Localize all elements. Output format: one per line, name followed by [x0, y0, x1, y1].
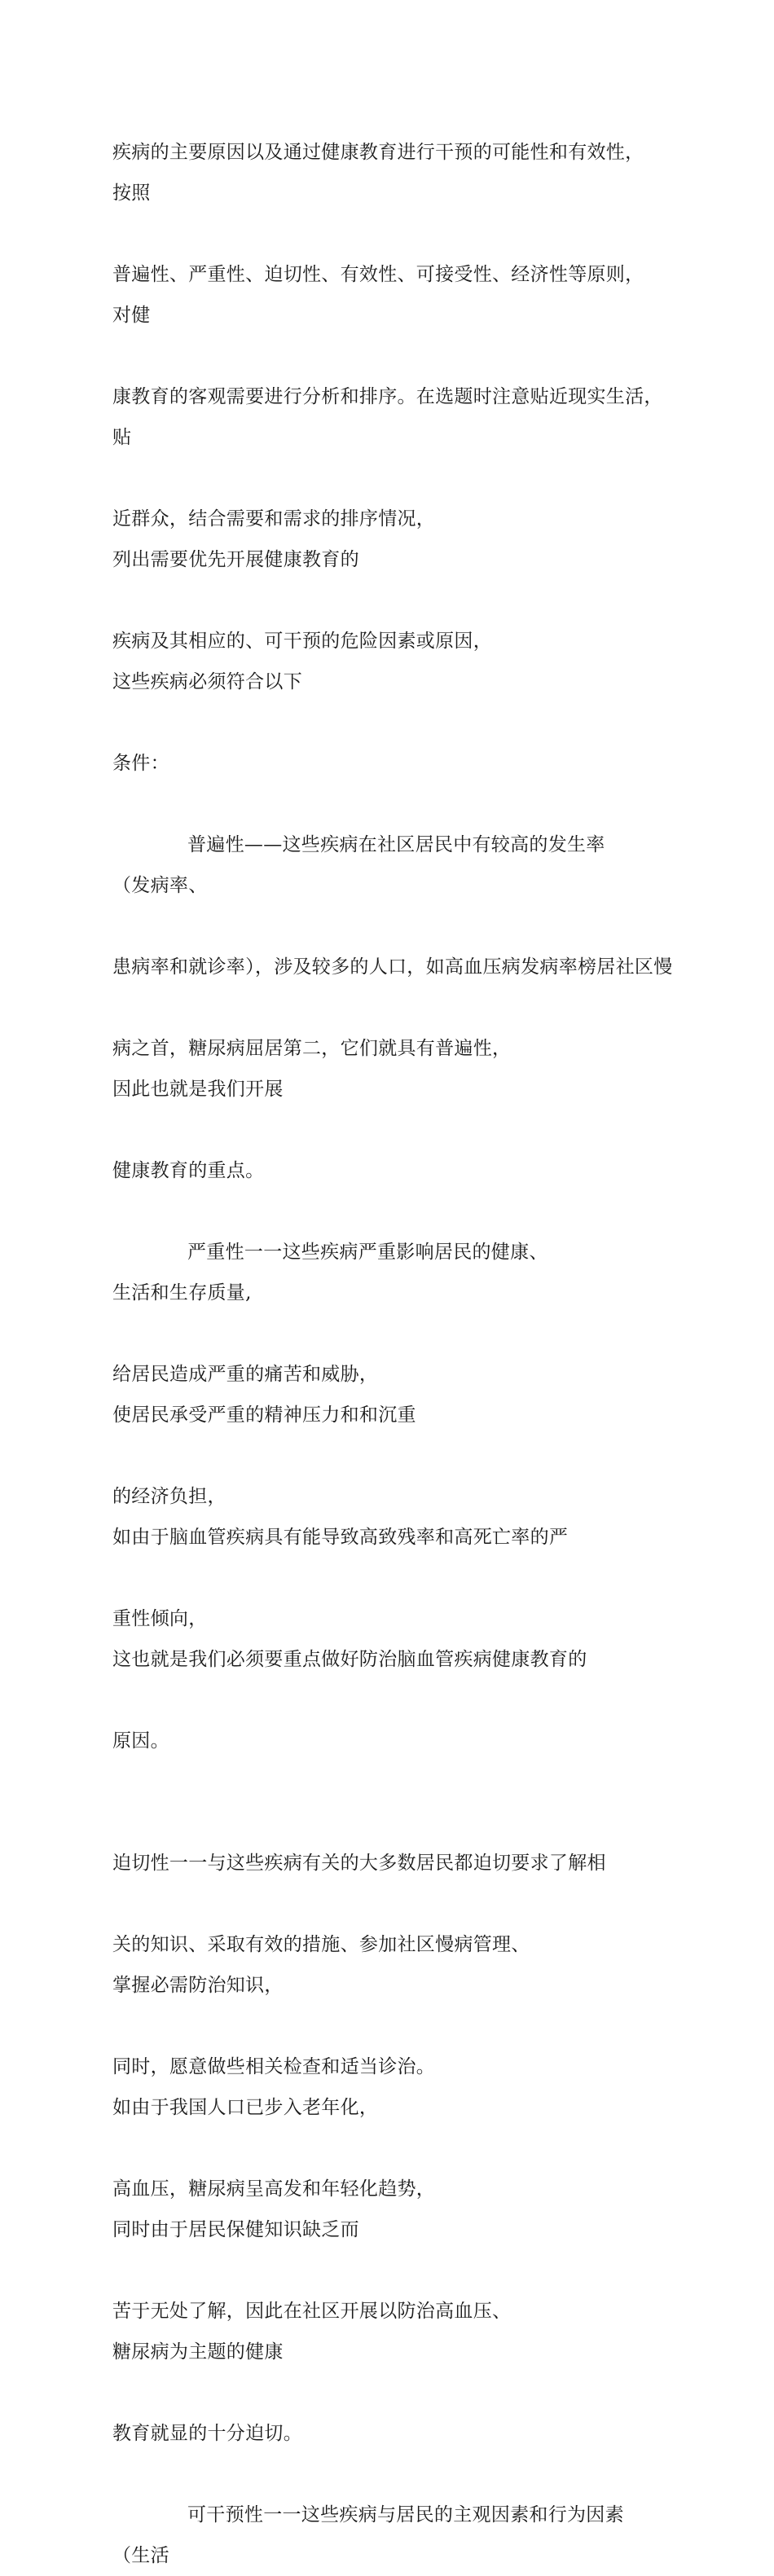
line: 教育就显的十分迫切。	[112, 2423, 302, 2444]
line: 病之首，糖尿病屈居第二，它们就具有普遍性，因此也就是我们开展	[112, 1038, 512, 1100]
line: 疾病的主要原因以及通过健康教育进行干预的可能性和有效性，按照	[112, 142, 644, 204]
paragraph-interventionability	[112, 2454, 675, 2576]
line: 的经济负担，如由于脑血管疾病具有能导致高致残率和高死亡率的严	[112, 1486, 569, 1548]
line: 健康教育的重点。	[112, 1160, 265, 1181]
line: 严重性一一这些疾病严重影响居民的健康、生活和生存质量,	[112, 1242, 548, 1303]
line: 关的知识、采取有效的措施、参加社区慢病管理、掌握必需防治知识，	[112, 1934, 530, 1996]
line: 原因。	[112, 1730, 169, 1752]
line: 近群众，结合需要和需求的排序情况，列出需要优先开展健康教育的	[112, 508, 436, 570]
body-text	[112, 91, 675, 2576]
line: 可干预性一一这些疾病与居民的主观因素和行为因素（生活	[112, 2504, 624, 2566]
line: 高血压，糖尿病呈高发和年轻化趋势，同时由于居民保健知识缺乏而	[112, 2178, 436, 2240]
line: 苦于无处了解，因此在社区开展以防治高血压、糖尿病为主题的健康	[112, 2301, 512, 2363]
line: 迫切性一一与这些疾病有关的大多数居民都迫切要求了解相	[112, 1853, 606, 1874]
line: 重性倾向，这也就是我们必须要重点做好防治脑血管疾病健康教育的	[112, 1608, 587, 1670]
line: 条件：	[112, 753, 169, 774]
line: 普遍性——这些疾病在社区居民中有较高的发生率（发病率、	[112, 834, 605, 896]
line: 患病率和就诊率），涉及较多的人口，如高血压病发病率榜居社区慢	[112, 956, 673, 978]
paragraph-1	[112, 91, 675, 784]
paragraph-universality	[112, 784, 675, 1191]
paragraph-urgency	[112, 1761, 675, 2454]
line: 同时，愿意做些相关检查和适当诊治。如由于我国人口已步入老年化，	[112, 2056, 436, 2118]
line: 给居民造成严重的痛苦和威胁，使居民承受严重的精神压力和和沉重	[112, 1364, 416, 1426]
line: 疾病及其相应的、可干预的危险因素或原因，这些疾病必须符合以下	[112, 631, 492, 692]
line: 普遍性、严重性、迫切性、有效性、可接受性、经济性等原则，对健	[112, 264, 644, 326]
paragraph-severity	[112, 1191, 675, 1761]
line: 康教育的客观需要进行分析和排序。在选题时注意贴近现实生活，贴	[112, 386, 663, 448]
